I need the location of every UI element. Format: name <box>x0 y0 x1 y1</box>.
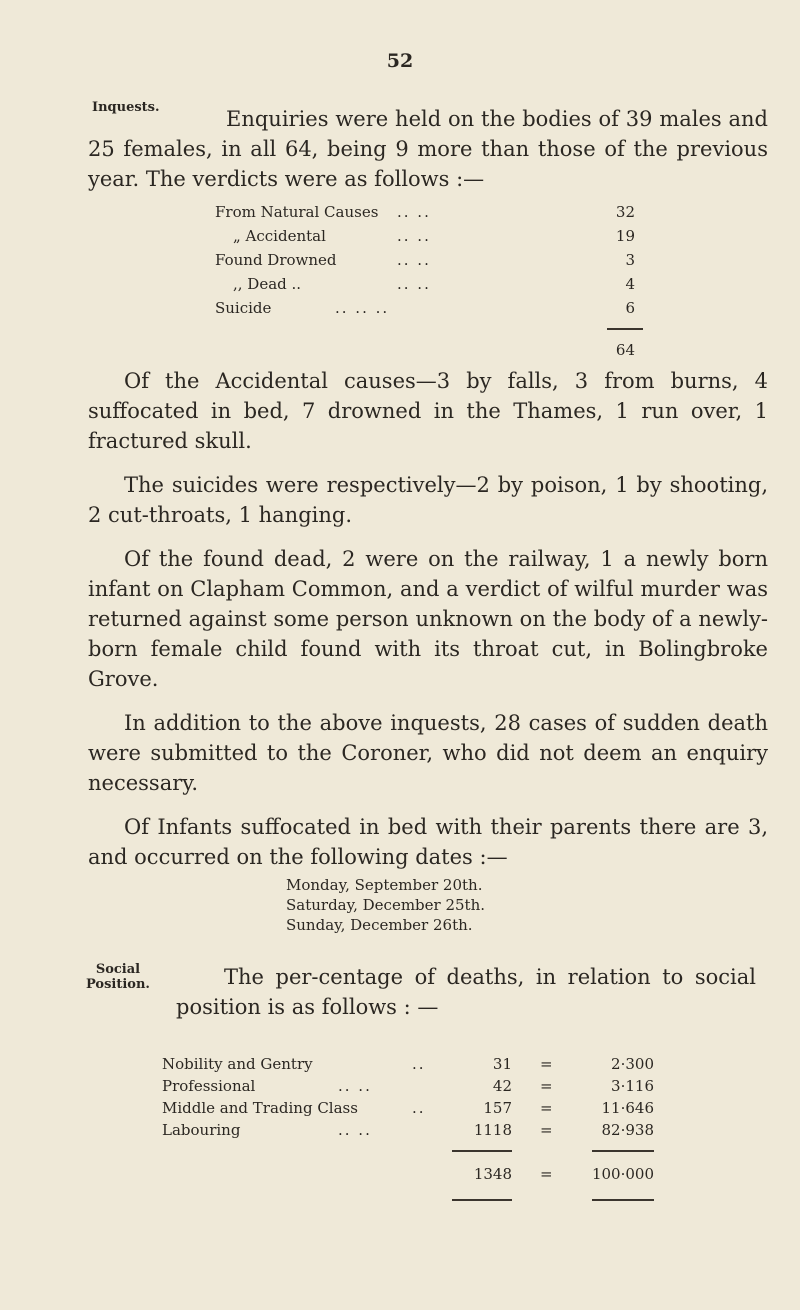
social-count: 42 <box>492 1077 512 1095</box>
verdicts-total-rule <box>607 328 643 330</box>
social-leader: .. .. <box>338 1077 372 1095</box>
social-percent: 11·646 <box>601 1099 654 1117</box>
count-bottom-rule <box>452 1199 512 1201</box>
verdict-value: 4 <box>625 275 635 293</box>
social-label: Professional <box>162 1077 256 1095</box>
social-label: Labouring <box>162 1121 241 1139</box>
page-number: 52 <box>386 50 414 72</box>
verdict-row <box>215 248 635 272</box>
social-row <box>162 1118 662 1142</box>
social-label: Nobility and Gentry <box>162 1055 313 1073</box>
social-count: 157 <box>483 1099 512 1117</box>
social-leader: .. <box>412 1099 426 1117</box>
date-item: Monday, September 20th. <box>286 876 483 894</box>
verdict-leader: .. .. <box>397 227 431 245</box>
date-item: Sunday, December 26th. <box>286 916 473 934</box>
accidental-paragraph: Of the Accidental causes—3 by falls, 3 from burns, 4 suffocated in bed, 7 drowned in the Thames, 1 run over, 1 fractured skull. <box>88 369 768 453</box>
sudden-death-paragraph: In addition to the above inquests, 28 cases of sudden death were submitted to the Coroner, who did not deem an enquiry necessary. <box>88 711 768 795</box>
percent-total-rule <box>592 1150 654 1152</box>
verdict-row <box>215 296 635 320</box>
social-row <box>162 1052 662 1076</box>
verdict-value: 19 <box>615 227 635 245</box>
social-paragraph-block <box>176 962 756 1022</box>
verdicts-total-row <box>215 338 635 362</box>
social-percent: 2·300 <box>611 1055 654 1073</box>
verdict-label: Suicide <box>215 299 272 317</box>
social-total-count: 1348 <box>473 1165 512 1183</box>
percent-bottom-rule <box>592 1199 654 1201</box>
suicides-paragraph: The suicides were respectively—2 by poison, 1 by shooting, 2 cut-throats, 1 hanging. <box>88 473 768 527</box>
social-equals: = <box>540 1121 553 1139</box>
social-count: 31 <box>492 1055 512 1073</box>
social-count: 1118 <box>473 1121 512 1139</box>
margin-note-line: Social <box>95 962 141 977</box>
verdict-leader: .. .. <box>397 203 431 221</box>
verdict-label: ,, Dead .. <box>233 275 302 293</box>
verdict-value: 3 <box>625 251 635 269</box>
verdict-row <box>215 272 635 296</box>
social-row <box>162 1074 662 1098</box>
social-paragraph: The per-centage of deaths, in relation to social position is as follows : — <box>176 965 756 1019</box>
social-leader: .. .. <box>338 1121 372 1139</box>
social-equals: = <box>540 1077 553 1095</box>
dates-list <box>286 875 485 935</box>
verdict-value: 32 <box>615 203 635 221</box>
social-total-equals: = <box>540 1165 553 1183</box>
verdict-label: „ Accidental <box>233 227 326 245</box>
social-leader: .. <box>412 1055 426 1073</box>
verdict-leader: .. .. .. <box>335 299 390 317</box>
social-percent: 82·938 <box>601 1121 654 1139</box>
social-equals: = <box>540 1055 553 1073</box>
date-item: Saturday, December 25th. <box>286 896 486 914</box>
verdict-value: 6 <box>625 299 635 317</box>
social-equals: = <box>540 1099 553 1117</box>
verdict-label: Found Drowned <box>215 251 337 269</box>
body-paragraphs <box>88 366 768 872</box>
margin-note-line: Position. <box>86 977 150 992</box>
verdict-label: From Natural Causes <box>215 203 379 221</box>
infants-paragraph: Of Infants suffocated in bed with their parents there are 3, and occurred on the following dates :— <box>88 815 768 869</box>
social-label: Middle and Trading Class <box>162 1099 358 1117</box>
margin-note-social-position <box>86 962 150 992</box>
social-percent: 3·116 <box>611 1077 654 1095</box>
verdict-row <box>215 200 635 224</box>
intro-paragraph <box>88 104 768 194</box>
margin-note-inquests: Inquests. <box>92 100 160 115</box>
intro-text: Enquiries were held on the bodies of 39 males and 25 females, in all 64, being 9 more than those of the previous year. The verdicts were as follows :— <box>88 107 768 191</box>
count-total-rule <box>452 1150 512 1152</box>
social-total-percent: 100·000 <box>591 1165 654 1183</box>
found-dead-paragraph: Of the found dead, 2 were on the railway, 1 a newly born infant on Clapham Common, and a verdict of wilful murder was returned against some person unknown on the body of a newly-born female child found with its throat cut, in Bolingbroke Grove. <box>88 547 768 691</box>
verdict-leader: .. .. <box>397 251 431 269</box>
verdict-row <box>215 224 635 248</box>
verdicts-total: 64 <box>615 341 635 359</box>
social-total-row <box>162 1162 662 1186</box>
social-row <box>162 1096 662 1120</box>
verdict-leader: .. .. <box>397 275 431 293</box>
